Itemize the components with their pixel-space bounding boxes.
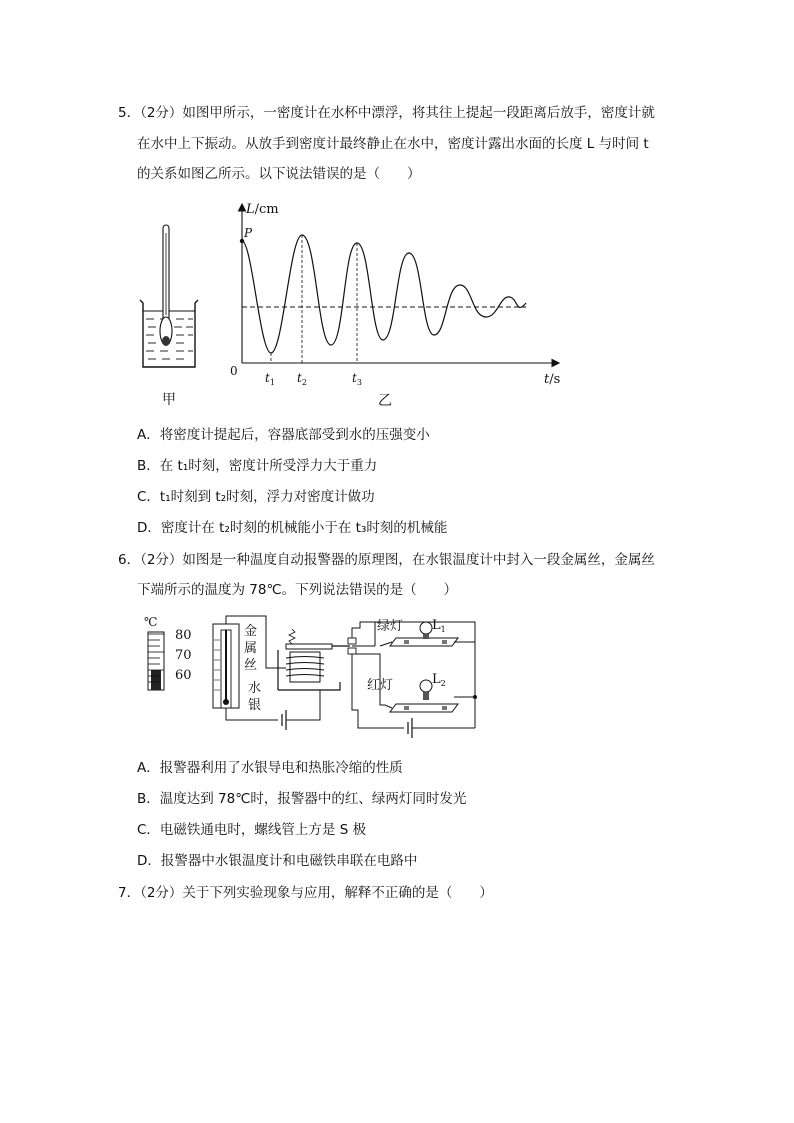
alarm-circuit-figure [140,610,485,740]
q5-stem-line-3: 的关系如图乙所示。以下说法错误的是（ ） [137,166,421,182]
q5-stem-line-2: 在水中上下振动。从放手到密度计最终静止在水中，密度计露出水面的长度 L 与时间 t [137,136,649,152]
tick-60: 60 [175,668,192,683]
q5-option-d[interactable]: D．密度计在 t₂时刻的机械能小于在 t₃时刻的机械能 [137,520,448,536]
point-p-label: P [244,226,253,240]
red-lamp-icon [390,680,458,712]
metal-wire-label-2: 属 [244,641,258,656]
t3-label: $t_3$ [352,371,362,387]
q5-stem-line-1: 5．（2分）如图甲所示，一密度计在水杯中漂浮，将其往上提起一段距离后放手，密度计就 [118,105,655,121]
t2-label: $t_2$ [297,371,307,387]
t1-label: $t_1$ [265,371,275,387]
metal-wire-label-3: 丝 [244,658,258,673]
green-lamp-label: 绿灯 [377,619,404,634]
origin-label: 0 [230,364,238,378]
q6-stem-line-1: 6．（2分）如图是一种温度自动报警器的原理图，在水银温度计中封入一段金属丝，金属丝 [118,552,655,568]
l1-label: $L_1$ [432,618,446,634]
q5-option-c[interactable]: C．t₁时刻到 t₂时刻，浮力对密度计做功 [137,489,375,505]
q6-option-a[interactable]: A．报警器利用了水银导电和热胀冷缩的性质 [137,760,403,776]
oscillation-graph [220,195,580,415]
tick-80: 80 [175,628,192,643]
oscillation-curve [242,235,526,353]
q6-option-c[interactable]: C．电磁铁通电时，螺线管上方是 S 极 [137,822,367,838]
tick-70: 70 [175,648,192,663]
mercury-label-1: 水 [248,681,262,696]
q6-stem-line-2: 下端所示的温度为 78℃。下列说法错误的是（ ） [137,582,458,598]
q5-option-b[interactable]: B．在 t₁时刻，密度计所受浮力大于重力 [137,458,378,474]
x-axis-label: t/s [544,372,561,387]
figure-label-yi: 乙 [378,393,392,409]
beaker-figure [130,215,210,410]
celsius-unit: ℃ [144,615,158,629]
q7-stem-line-1: 7．（2分）关于下列实验现象与应用，解释不正确的是（ ） [118,885,493,901]
red-lamp-label: 红灯 [367,678,394,693]
q5-option-a[interactable]: A．将密度计提起后，容器底部受到水的压强变小 [137,427,430,443]
q6-option-b[interactable]: B．温度达到 78℃时，报警器中的红、绿两灯同时发光 [137,791,467,807]
metal-wire-label-1: 金 [244,624,258,639]
mercury-label-2: 银 [248,698,262,713]
l2-label: $L_2$ [432,672,446,688]
q6-option-d[interactable]: D．报警器中水银温度计和电磁铁串联在电路中 [137,853,418,869]
figure-label-jia: 甲 [162,392,176,408]
y-axis-label: L/cm [246,202,279,217]
